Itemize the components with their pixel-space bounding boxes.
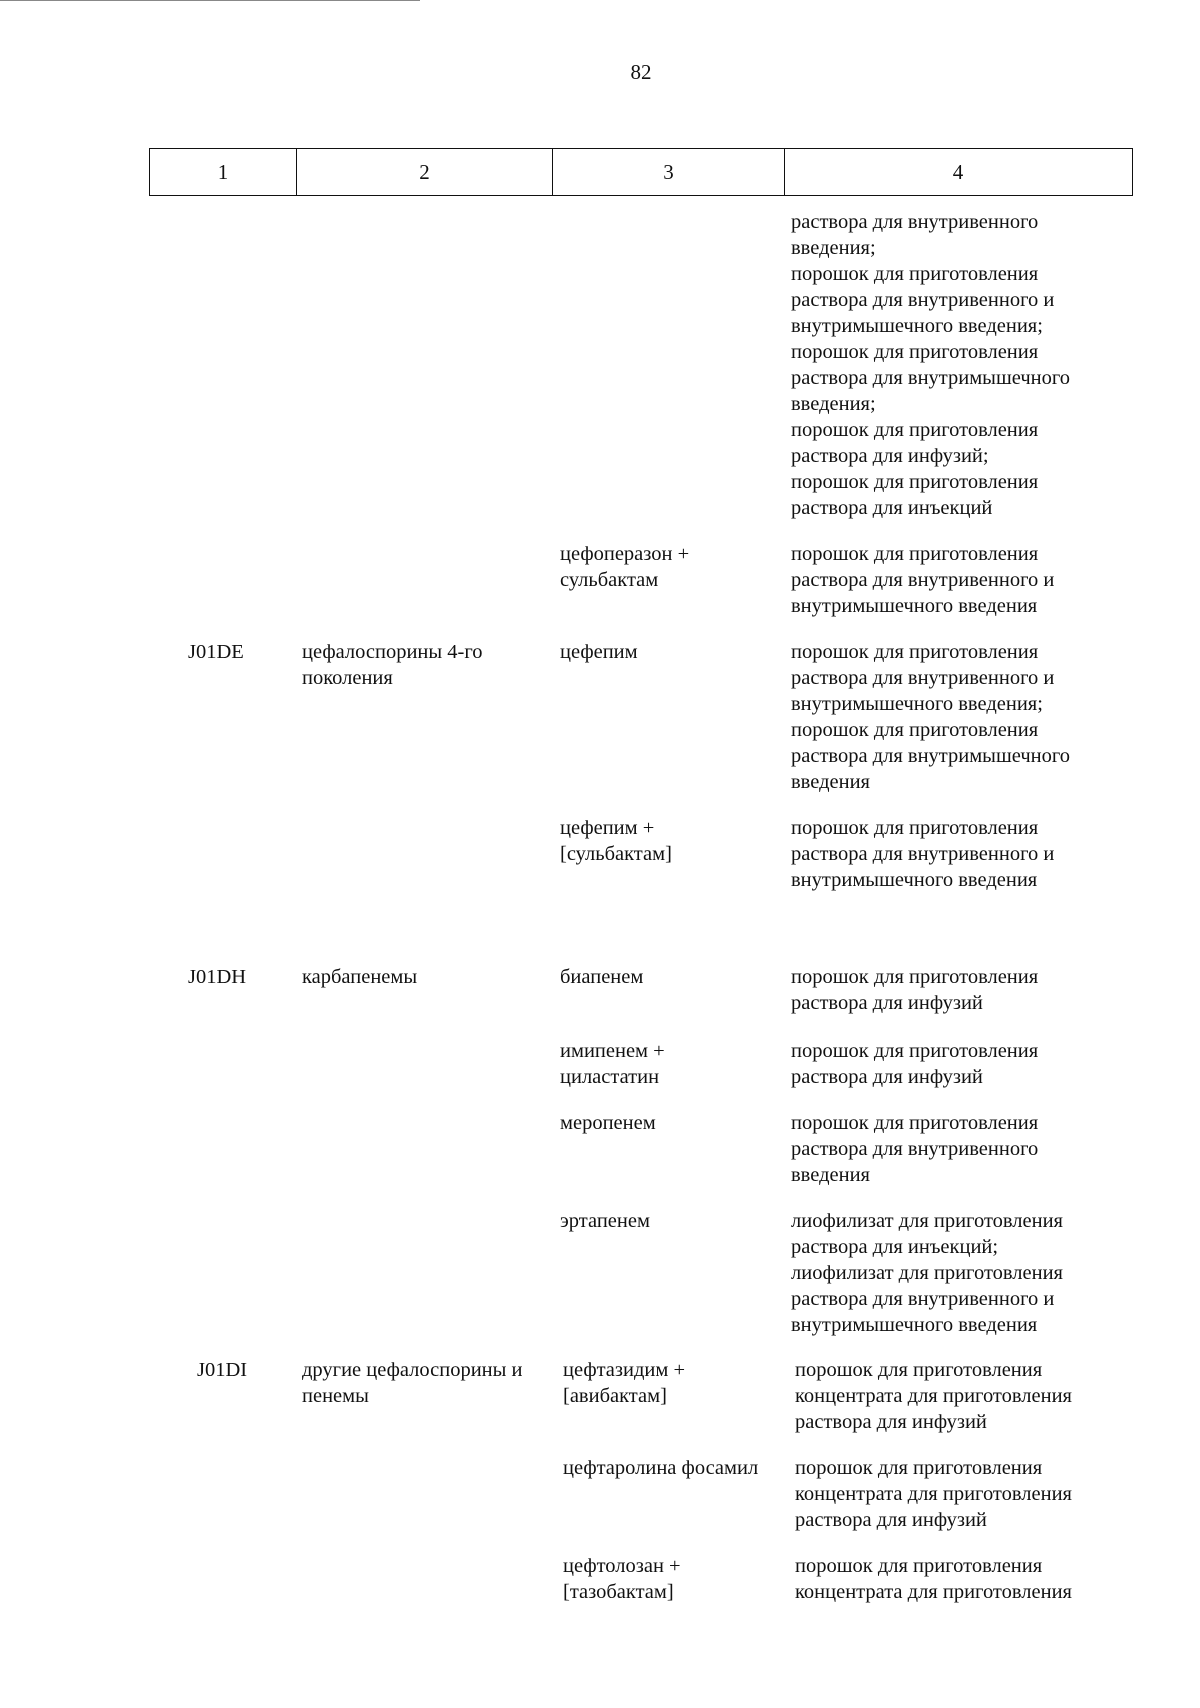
form-cell: порошок для приготовления раствора для инфузий: [791, 1040, 1039, 1088]
drug-cell: цефтолозан + [тазобактам]: [563, 1555, 681, 1603]
group-cell: цефалоспорины 4-го поколения: [302, 641, 483, 689]
atc-code-cell: J01DI: [197, 1359, 248, 1381]
form-cell: лиофилизат для приготовления раствора для инъекций; лиофилизат для приготовления раствора для внутривенного и внутримышечного введения: [791, 1210, 1063, 1336]
atc-code-cell: J01DE: [188, 641, 244, 663]
atc-code-cell: J01DH: [188, 966, 247, 988]
group-cell: карбапенемы: [302, 966, 418, 988]
drug-cell: цефтазидим + [авибактам]: [563, 1359, 686, 1407]
form-cell: порошок для приготовления раствора для внутривенного и внутримышечного введения: [791, 543, 1055, 617]
form-cell: порошок для приготовления раствора для внутривенного и внутримышечного введения; порошок для приготовления раствора для внутримышечного введения: [791, 641, 1071, 793]
drug-cell: цефтаролина фосамил: [563, 1457, 759, 1479]
drug-cell: цефоперазон + сульбактам: [560, 543, 690, 591]
form-cell: порошок для приготовления раствора для внутривенного введения: [791, 1112, 1039, 1186]
drug-cell: эртапенем: [560, 1210, 650, 1232]
form-cell: порошок для приготовления концентрата для приготовления: [795, 1555, 1072, 1603]
table-header: [149, 148, 1133, 196]
header-cell-1: 1: [217, 159, 229, 184]
drug-cell: биапенем: [560, 966, 644, 988]
form-cell: порошок для приготовления раствора для внутривенного и внутримышечного введения: [791, 817, 1055, 891]
drug-cell: меропенем: [560, 1112, 656, 1134]
form-cell: порошок для приготовления концентрата для приготовления раствора для инфузий: [795, 1359, 1072, 1433]
page-number: 82: [630, 60, 652, 84]
drug-cell: цефепим + [сульбактам]: [560, 817, 672, 865]
header-cell-4: 4: [784, 149, 1131, 195]
drug-cell: цефепим: [560, 641, 638, 663]
header-cell-3: 3: [552, 149, 784, 195]
scan-edge-line: [0, 0, 420, 1]
continuation-form-cell: раствора для внутривенного введения; порошок для приготовления раствора для внутривенного и внутримышечного введения; порошок для приготовления раствора для внутримышечного введения; порошок для приготовления раствора для инфузий; порошок для приготовления раствора для инъекций: [791, 211, 1071, 519]
group-cell: другие цефалоспорины и пенемы: [302, 1359, 523, 1407]
form-cell: порошок для приготовления концентрата для приготовления раствора для инфузий: [795, 1457, 1072, 1531]
header-cell-2: 2: [296, 149, 552, 195]
drug-cell: имипенем + циластатин: [560, 1040, 665, 1088]
form-cell: порошок для приготовления раствора для инфузий: [791, 966, 1039, 1014]
